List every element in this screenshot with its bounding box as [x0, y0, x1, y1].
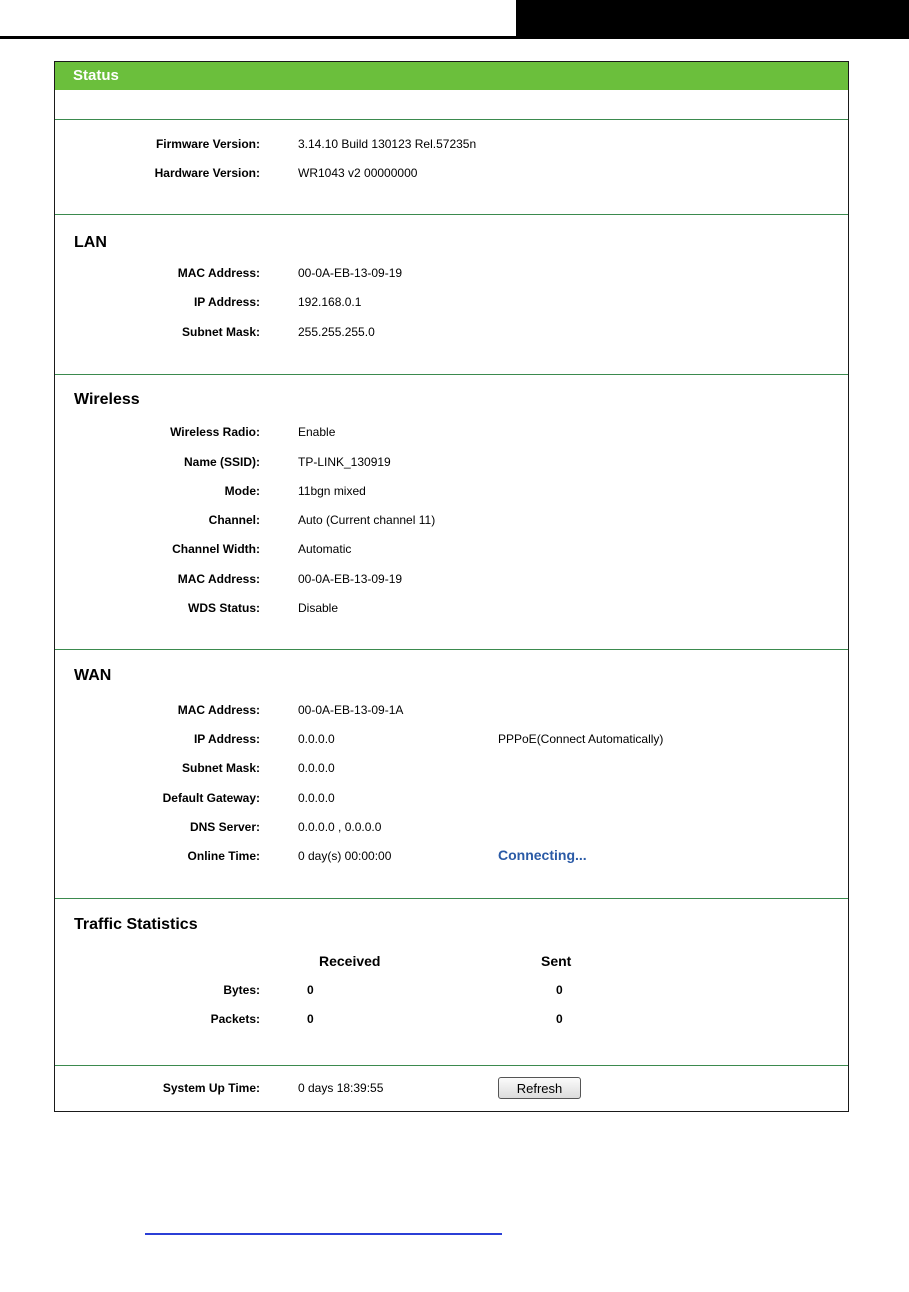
panel-title: Status [55, 62, 848, 90]
lan-mac-value: 00-0A-EB-13-09-19 [298, 266, 403, 280]
wan-subnet-label: Subnet Mask: [181, 761, 260, 775]
wan-dns-label: DNS Server: [189, 820, 260, 834]
wan-gateway-label: Default Gateway: [162, 791, 260, 805]
wireless-ssid-value: TP-LINK_130919 [298, 455, 391, 469]
wireless-wds-label: WDS Status: [188, 601, 260, 615]
traffic-bytes-received: 0 [307, 983, 314, 997]
lan-section-title: LAN [74, 234, 107, 251]
page-top-black-block [516, 0, 909, 39]
wireless-ssid-label: Name (SSID): [183, 455, 260, 469]
traffic-packets-label: Packets: [210, 1012, 260, 1026]
firmware-version-label: Firmware Version: [155, 137, 260, 151]
system-uptime-value: 0 days 18:39:55 [298, 1081, 384, 1095]
wireless-radio-label: Wireless Radio: [170, 425, 260, 439]
lan-subnet-label: Subnet Mask: [181, 325, 260, 339]
wan-online-time-label: Online Time: [187, 849, 260, 863]
refresh-button[interactable]: Refresh [498, 1077, 581, 1099]
traffic-packets-sent: 0 [556, 1012, 563, 1026]
wireless-channel-label: Channel: [208, 513, 260, 527]
traffic-packets-received: 0 [307, 1012, 314, 1026]
wan-dns-value: 0.0.0.0 , 0.0.0.0 [298, 820, 382, 834]
lan-subnet-value: 255.255.255.0 [298, 325, 375, 339]
divider [55, 374, 848, 375]
wan-gateway-value: 0.0.0.0 [298, 791, 335, 805]
lan-ip-value: 192.168.0.1 [298, 295, 362, 309]
wan-ip-value: 0.0.0.0 [298, 732, 335, 746]
wireless-channel-width-value: Automatic [298, 542, 352, 556]
wireless-section-title: Wireless [74, 391, 140, 408]
wireless-wds-value: Disable [298, 601, 339, 615]
wan-section-title: WAN [74, 667, 112, 684]
lan-mac-label: MAC Address: [177, 266, 260, 280]
traffic-section-title: Traffic Statistics [74, 916, 198, 933]
lan-ip-label: IP Address: [193, 295, 260, 309]
wireless-channel-width-label: Channel Width: [172, 542, 260, 556]
traffic-sent-header: Sent [541, 953, 572, 969]
status-panel [54, 61, 849, 1112]
traffic-bytes-sent: 0 [556, 983, 563, 997]
wireless-mac-label: MAC Address: [177, 572, 260, 586]
wan-connection-type: PPPoE(Connect Automatically) [498, 732, 664, 746]
traffic-bytes-label: Bytes: [223, 983, 260, 997]
wan-online-time-value: 0 day(s) 00:00:00 [298, 849, 392, 863]
wan-subnet-value: 0.0.0.0 [298, 761, 335, 775]
wan-mac-value: 00-0A-EB-13-09-1A [298, 703, 404, 717]
firmware-version-value: 3.14.10 Build 130123 Rel.57235n [298, 137, 477, 151]
hardware-version-label: Hardware Version: [154, 166, 260, 180]
hardware-version-value: WR1043 v2 00000000 [298, 166, 418, 180]
wan-ip-label: IP Address: [193, 732, 260, 746]
divider [55, 214, 848, 215]
wan-mac-label: MAC Address: [177, 703, 260, 717]
wireless-mode-label: Mode: [224, 484, 260, 498]
wireless-mode-value: 11bgn mixed [298, 484, 366, 498]
wan-connection-status: Connecting... [498, 847, 587, 863]
divider [55, 649, 848, 650]
traffic-received-header: Received [319, 953, 381, 969]
wireless-radio-value: Enable [298, 425, 336, 439]
hyperlink-underline[interactable] [145, 1233, 502, 1235]
divider [55, 898, 848, 899]
divider [55, 1065, 848, 1066]
wireless-mac-value: 00-0A-EB-13-09-19 [298, 572, 403, 586]
system-uptime-label: System Up Time: [162, 1081, 260, 1095]
divider [55, 119, 848, 120]
wireless-channel-value: Auto (Current channel 11) [298, 513, 436, 527]
